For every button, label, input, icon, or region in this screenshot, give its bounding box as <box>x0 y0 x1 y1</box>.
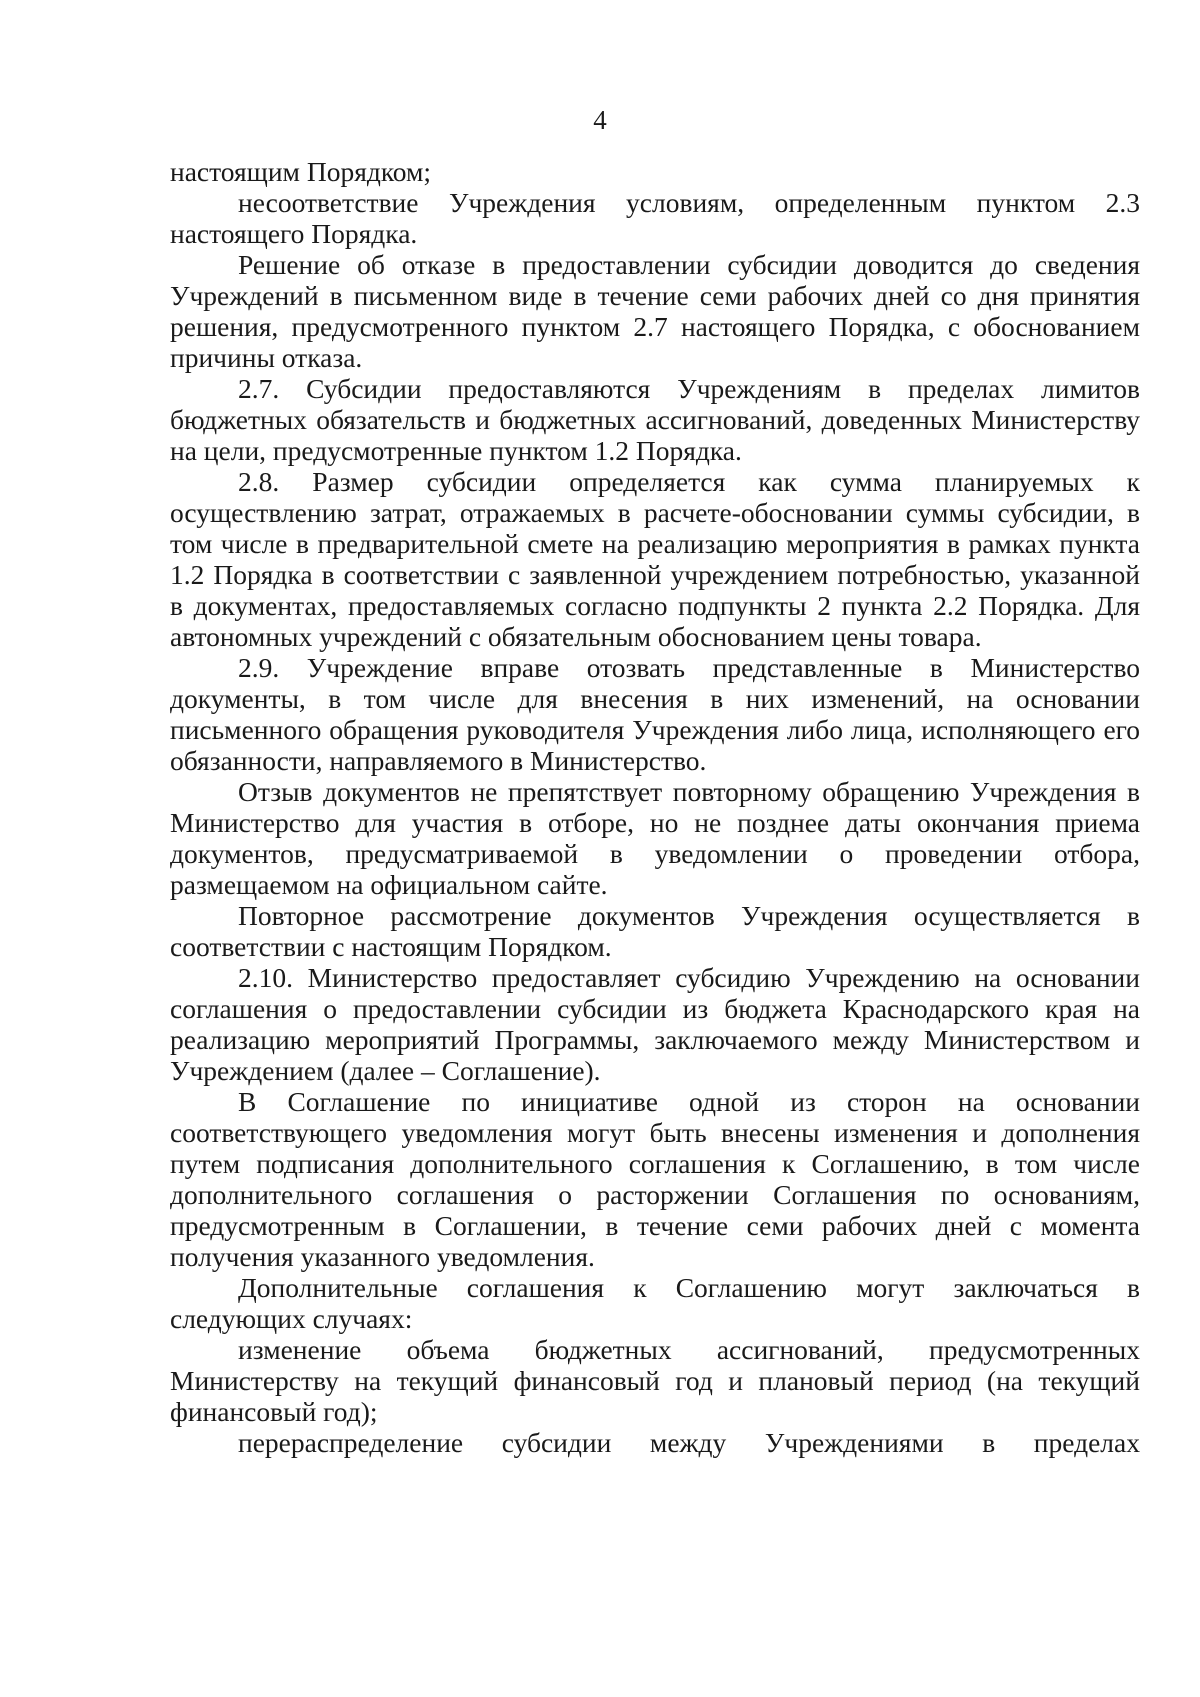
paragraph: настоящим Порядком; <box>170 156 432 187</box>
paragraph: 2.8. Размер субсидии определяется как сумма планируемых к осуществлению затрат, отражаемых в расчете-обосновании суммы субсидии, в том числе в предварительной смете на реализацию мероприятия в рамках пункта 1.2 Порядка в соответствии с заявленной учреждением потребностью, указанной в документах, предоставляемых согласно подпункты 2 пункта 2.2 Порядка. Для автономных учреждений с обязательным обоснованием цены товара. <box>170 466 1140 652</box>
document-body <box>170 156 1140 1458</box>
page-number: 4 <box>593 105 607 135</box>
paragraph: перераспределение субсидии между Учреждениями в пределах <box>238 1427 1140 1458</box>
paragraph: 2.10. Министерство предоставляет субсидию Учреждению на основании соглашения о предоставлении субсидии из бюджета Краснодарского края на реализацию мероприятий Программы, заключаемого между Министерством и Учреждением (далее – Соглашение). <box>170 962 1140 1086</box>
paragraph: В Соглашение по инициативе одной из сторон на основании соответствующего уведомления могут быть внесены изменения и дополнения путем подписания дополнительного соглашения к Соглашению, в том числе дополнительного соглашения о расторжении Соглашения по основаниям, предусмотренным в Соглашении, в течение семи рабочих дней с момента получения указанного уведомления. <box>170 1086 1140 1272</box>
paragraph: 2.9. Учреждение вправе отозвать представленные в Министерство документы, в том числе для внесения в них изменений, на основании письменного обращения руководителя Учреждения либо лица, исполняющего его обязанности, направляемого в Министерство. <box>170 652 1140 776</box>
paragraph: Отзыв документов не препятствует повторному обращению Учреждения в Министерство для участия в отборе, но не позднее даты окончания приема документов, предусматриваемой в уведомлении о проведении отбора, размещаемом на официальном сайте. <box>170 776 1140 900</box>
paragraph: 2.7. Субсидии предоставляются Учреждениям в пределах лимитов бюджетных обязательств и бюджетных ассигнований, доведенных Министерству на цели, предусмотренные пунктом 1.2 Порядка. <box>170 373 1140 466</box>
paragraph: изменение объема бюджетных ассигнований, предусмотренных Министерству на текущий финансовый год и плановый период (на текущий финансовый год); <box>170 1334 1140 1427</box>
paragraph: Повторное рассмотрение документов Учреждения осуществляется в соответствии с настоящим Порядком. <box>170 900 1140 962</box>
paragraph: несоответствие Учреждения условиям, определенным пунктом 2.3 настоящего Порядка. <box>170 187 1140 249</box>
paragraph: Дополнительные соглашения к Соглашению могут заключаться в следующих случаях: <box>170 1272 1140 1334</box>
paragraph: Решение об отказе в предоставлении субсидии доводится до сведения Учреждений в письменном виде в течение семи рабочих дней со дня принятия решения, предусмотренного пунктом 2.7 настоящего Порядка, с обоснованием причины отказа. <box>170 249 1140 373</box>
